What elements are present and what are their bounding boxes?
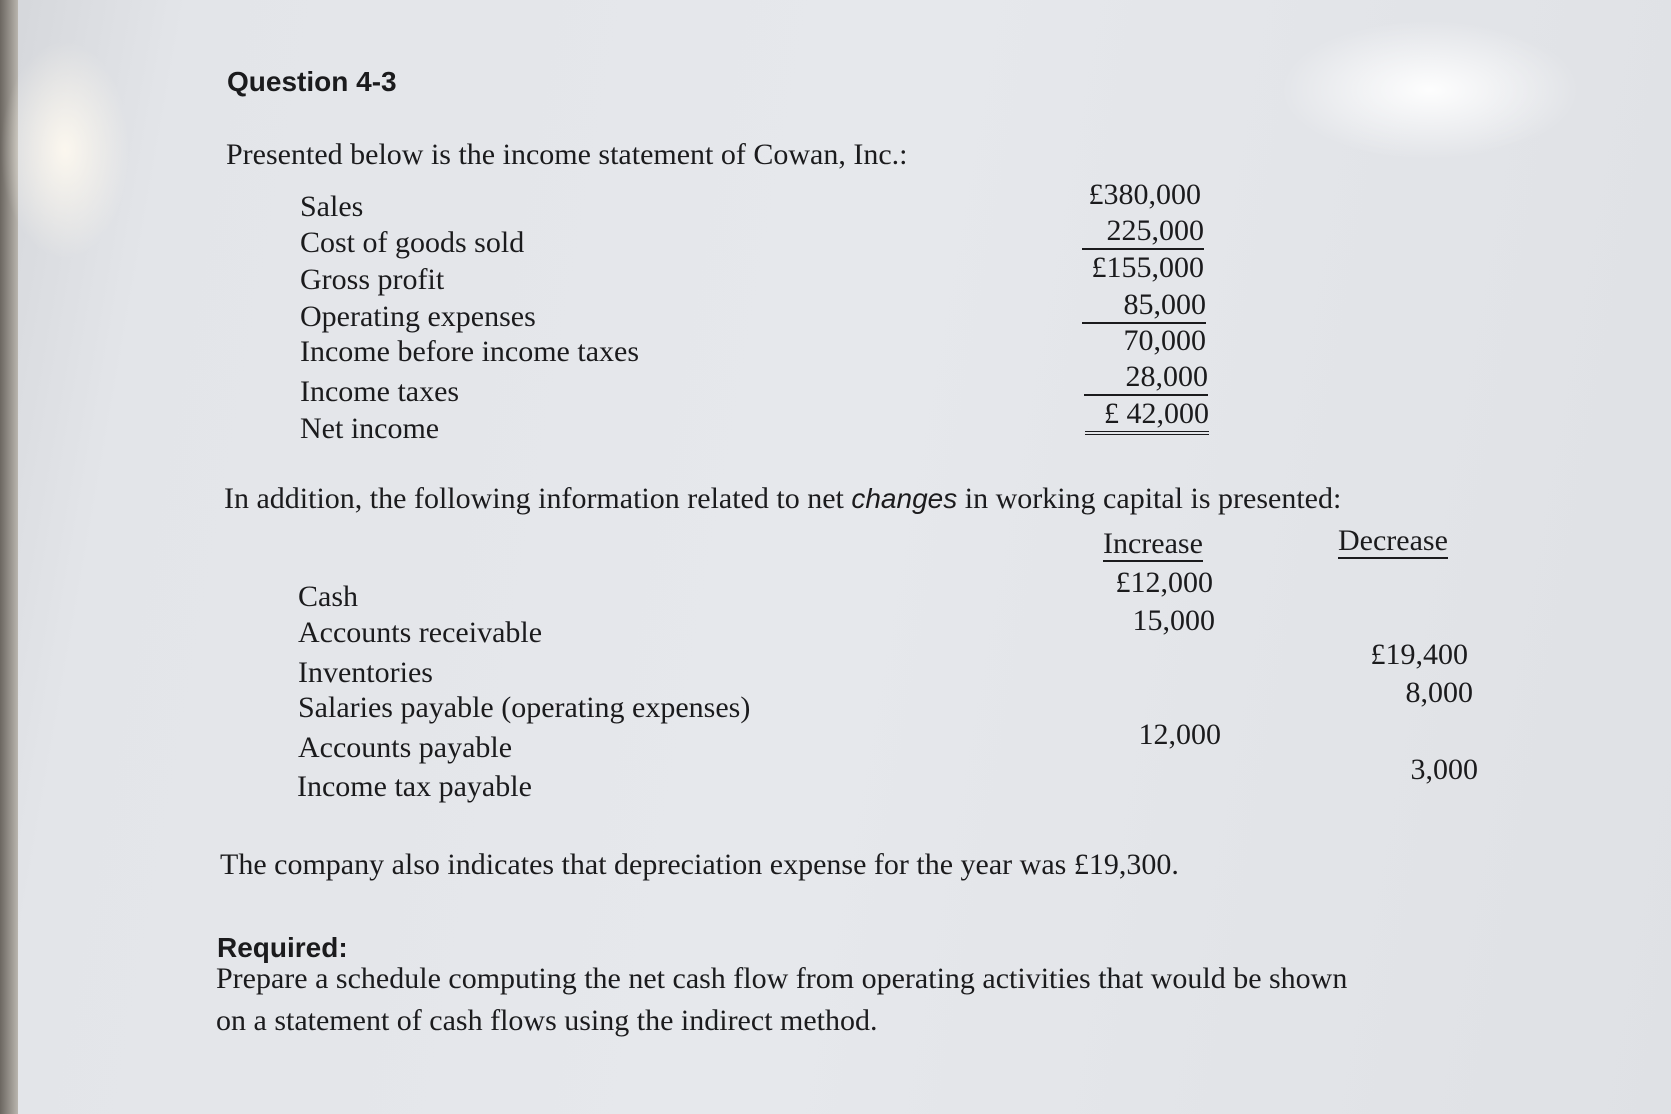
intro-part: In addition, the following information related to net <box>224 482 852 515</box>
wc-label: Accounts payable <box>298 731 513 764</box>
is-label: Income taxes <box>300 375 460 408</box>
intro-text: Presented below is the income statement of Cowan, Inc.: <box>226 138 908 171</box>
wc-decrease: 3,000 <box>1410 753 1478 786</box>
wc-label: Income tax payable <box>297 770 532 803</box>
required-text: on a statement of cash flows using the indirect method. <box>216 1004 878 1037</box>
is-value: 225,000 <box>1082 214 1204 250</box>
is-label: Operating expenses <box>300 300 536 333</box>
light-glare <box>1280 20 1580 160</box>
depreciation-note: The company also indicates that depreciation expense for the year was £19,300. <box>220 848 1179 881</box>
wc-increase: 12,000 <box>1138 718 1221 751</box>
is-label: Sales <box>300 190 364 223</box>
is-value: £380,000 <box>1088 178 1201 211</box>
is-value: £ 42,000 <box>1085 397 1209 435</box>
wc-increase: 15,000 <box>1132 604 1215 637</box>
wc-decrease: 8,000 <box>1405 676 1473 709</box>
light-glare <box>0 40 130 260</box>
question-title: Question 4-3 <box>227 66 397 97</box>
is-value: 70,000 <box>1123 324 1206 357</box>
required-text: Prepare a schedule computing the net cash flow from operating activities that would be shown <box>216 962 1348 995</box>
is-value: 28,000 <box>1084 360 1208 396</box>
required-label: Required: <box>217 932 348 963</box>
wc-label: Cash <box>298 580 358 613</box>
is-value: £155,000 <box>1091 251 1204 284</box>
decrease-header: Decrease <box>1338 524 1448 557</box>
wc-label: Inventories <box>298 656 433 689</box>
is-label: Net income <box>300 412 440 445</box>
is-label: Gross profit <box>300 263 445 296</box>
wc-label: Salaries payable (operating expenses) <box>298 691 751 724</box>
intro-emphasis: changes <box>851 483 958 514</box>
wc-label: Accounts receivable <box>298 616 543 649</box>
is-value: 85,000 <box>1082 288 1206 324</box>
wc-increase: £12,000 <box>1115 566 1213 599</box>
is-label: Cost of goods sold <box>300 226 525 259</box>
wc-decrease: £19,400 <box>1370 638 1468 671</box>
increase-header: Increase <box>1103 527 1203 560</box>
is-label: Income before income taxes <box>300 335 640 368</box>
intro-part: in working capital is presented: <box>957 482 1342 515</box>
working-capital-intro <box>224 482 1341 516</box>
